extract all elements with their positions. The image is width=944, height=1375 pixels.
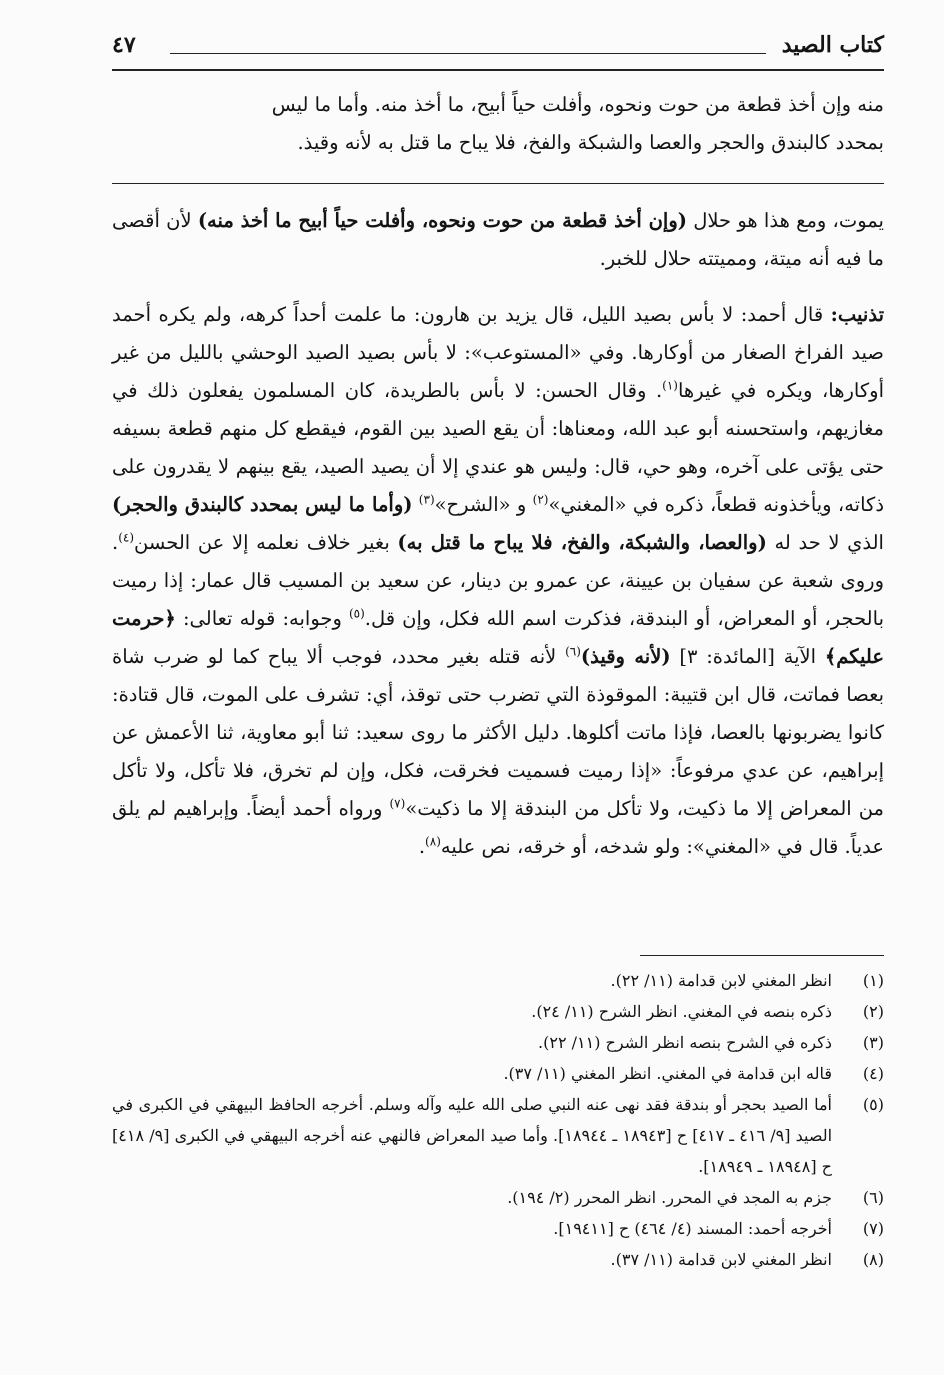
header-line [170,53,766,54]
footnote-ref[interactable]: (٣) [418,492,435,507]
quoted-matn: (لأنه وقيذ) [580,645,671,668]
quran-verse: ﴿حرمت عليكم﴾ [112,607,884,668]
footnotes [112,965,884,1275]
commentary-text: . وروى شعبة عن سفيان بن عيينة، عن عمرو بن دينار، عن سعيد بن المسيب قال عمار: إذا رميت بالحجر، أو المعراض، أو البندقة، فذكرت اسم الله فكل، وإن قل. [112,531,884,630]
footnote-ref[interactable]: (٦) [565,644,581,659]
commentary-text: يموت، ومع هذا هو حلال [693,209,884,232]
footnote-number: (٣) [862,1033,884,1052]
footnote-number: (٥) [862,1095,884,1114]
footnote-text: ذكره في الشرح بنصه انظر الشرح (١١/ ٢٢). [538,1033,832,1052]
footnote-ref[interactable]: (١) [662,378,678,393]
footnote-text: انظر المغني لابن قدامة (١١/ ٣٧). [610,1250,832,1269]
commentary-text: . وقال الحسن: لا بأس بالطريدة، كان المسلمون يفعلون ذلك في مغازيهم، واستحسنه أبو عبد الله، ومعناها: أن يقع الصيد بين القوم، فيقطع كل منهم قطعة بسيفه حتى يؤتى على آخره، وهو حي، قال: وليس هو عندي إلا أن يصيد الصيد، يقع بينهم لا يقدرون على ذكاته، ويأخذونه قطعاً، ذكره في «المغني» [112,379,884,516]
quoted-matn: (وإن أخذ قطعة من حوت ونحوه، وأفلت حياً أبيح ما أخذ منه) [197,209,687,232]
page-number: ٤٧ [112,32,136,58]
matn-line-2: بمحدد كالبندق والحجر والعصا والشبكة والفخ، فلا يباح ما قتل به لأنه وقيذ. [297,131,884,154]
footnote-ref[interactable]: (٢) [532,492,549,507]
commentary-paragraph-1 [112,202,884,278]
footnote-number: (٦) [862,1188,884,1207]
tadhnib-label: تذنيب: [830,303,884,326]
commentary-text: و «الشرح» [434,493,533,516]
footnote [112,1182,884,1213]
footnote-ref[interactable]: (٤) [118,530,135,545]
footnote-number: (٧) [862,1219,884,1238]
footnote-number: (٨) [862,1250,884,1269]
footnote [112,996,884,1027]
matn-line-1: منه وإن أخذ قطعة من حوت ونحوه، وأفلت حياً أبيح، ما أخذ منه. وأما ما ليس [271,93,884,116]
commentary-text: . [418,835,426,858]
commentary-text: لأنه قتله بغير محدد، فوجب ألا يباح كما لو ضرب شاة بعصا فماتت، قال ابن قتيبة: الموقوذة التي تضرب حتى توقذ، أي: تشرف على الموت، قال قتادة: كانوا يضربونها بالعصا، فإذا ماتت أكلوها. دليل الأكثر ما روى سعيد: ثنا أبو معاوية، ثنا الأعمش عن إبراهيم، عن عدي مرفوعاً: «إذا رميت فسميت فخرقت، فكل، وإن لم تخرق، فلا تأكل، ولا تأكل من المعراض إلا ما ذكيت، ولا تأكل من البندقة إلا ما ذكيت» [112,645,884,820]
quoted-matn: (وأما ما ليس بمحدد كالبندق والحجر) [112,493,413,516]
commentary-text: وجوابه: قوله تعالى: [182,607,349,630]
quoted-matn: (والعصا، والشبكة، والفخ، فلا يباح ما قتل به) [397,531,767,554]
footnote-number: (١) [862,971,884,990]
footnote [112,1213,884,1244]
matn-text [112,86,884,162]
commentary-text: الذي لا حد له [774,531,884,554]
footnote-text: أخرجه أحمد: المسند (٤/ ٤٦٤) ح [١٩٤١١]. [553,1219,832,1238]
footnote-text: قاله ابن قدامة في المغني. انظر المغني (١١/ ٣٧). [503,1064,832,1083]
footnote [112,1058,884,1089]
footnote-ref[interactable]: (٥) [348,606,365,621]
footnote [112,1244,884,1275]
footnote-separator [640,955,884,956]
footnote-text: أما الصيد بحجر أو بندقة فقد نهى عنه النبي صلى الله عليه وآله وسلم. أخرجه الحافظ البيهقي في الكبرى في الصيد [٩/ ٤١٦ ـ ٤١٧] ح [١٨٩٤٣ ـ ١٨٩٤٤]. وأما صيد المعراض فالنهي عنه أخرجه البيهقي في الكبرى [٩/ ٤١٨] ح [١٨٩٤٨ ـ ١٨٩٤٩]. [112,1095,833,1176]
footnote-text: ذكره بنصه في المغني. انظر الشرح (١١/ ٢٤). [531,1002,832,1021]
footnote [112,1089,884,1182]
commentary-text: بغير خلاف نعلمه إلا عن الحسن [134,531,390,554]
commentary-text: ورواه أحمد أيضاً. وإبراهيم لم يلق عدياً. قال في «المغني»: ولو شدخه، أو خرقه، نص عليه [112,797,884,858]
commentary-text: لأن أقصى ما فيه أنه ميتة، ومميتته حلال للخبر. [112,209,884,270]
footnote-text: جزم به المجد في المحرر. انظر المحرر (٢/ ١٩٤). [507,1188,832,1207]
commentary-paragraph-2 [112,296,884,866]
book-title: كتاب الصيد [781,32,884,58]
footnote-ref[interactable]: (٨) [425,834,441,849]
footnote [112,965,884,996]
matn-separator [112,183,884,184]
verse-reference: الآية [المائدة: ٣] [679,645,817,668]
header-rule [112,69,884,71]
footnote [112,1027,884,1058]
footnote-number: (٤) [862,1064,884,1083]
page-header [112,32,884,72]
footnote-text: انظر المغني لابن قدامة (١١/ ٢٢). [610,971,832,990]
commentary-text: قال أحمد: لا بأس بصيد الليل، قال يزيد بن هارون: ما علمت أحداً كرهه، ولم يكره أحمد صيد الفراخ الصغار من أوكارها. وفي «المستوعب»: لا بأس بصيد الصيد الوحشي بالليل من غير أوكارها، ويكره في غيرها [112,303,884,402]
footnote-ref[interactable]: (٧) [389,796,406,811]
footnote-number: (٢) [862,1002,884,1021]
